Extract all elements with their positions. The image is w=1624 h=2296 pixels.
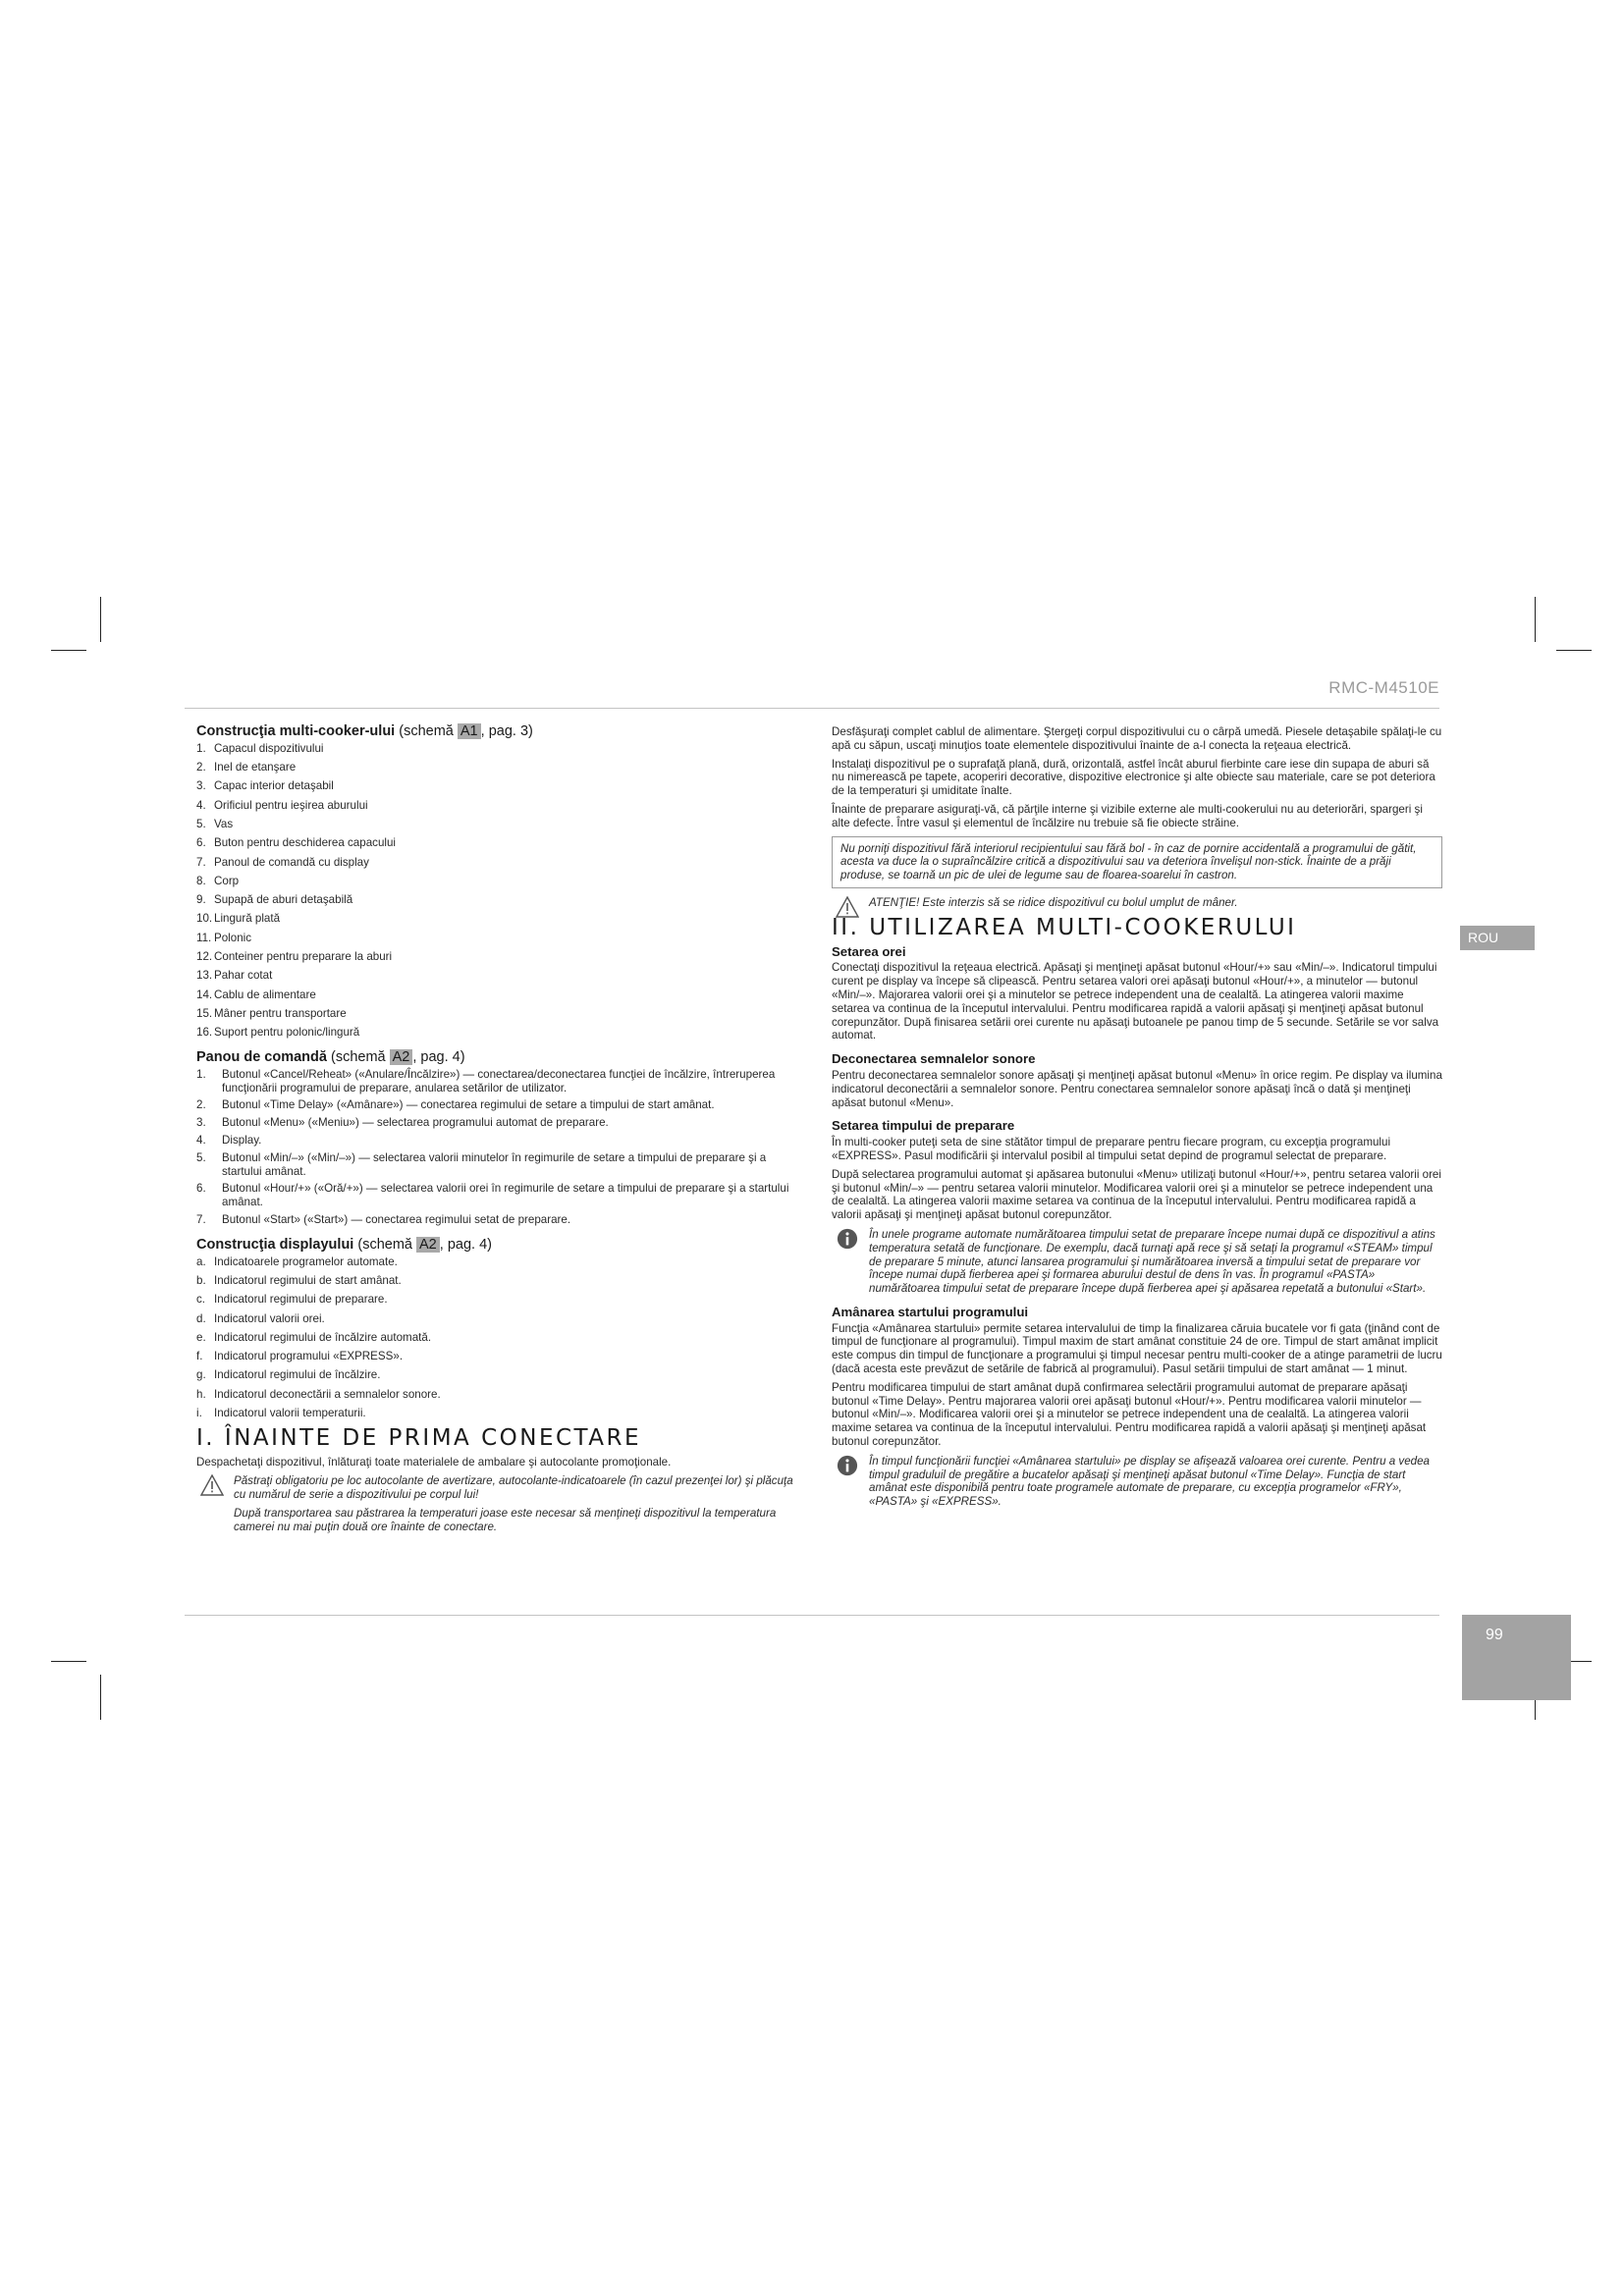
list-item: 16. Suport pentru polonic/lingură — [196, 1026, 360, 1040]
warning-note: Păstraţi obligatoriu pe loc autocolante de avertizare, autocolante-indicatoarele (în cazul prezenţei lor) şi plăcuţa cu numărul de serie a dispozitivului pe corpul lui! După transportarea sau păstrarea la temperaturi joase este necesar să menţineţi dispozitivul la temperatura camerei nu mai puţin două ore înainte de conectare. — [196, 1474, 807, 1533]
list-item: h. Indicatorul deconectării a semnalelor sonore. — [196, 1387, 441, 1401]
list-item: f. Indicatorul programului «EXPRESS». — [196, 1350, 404, 1363]
section-2-title: II. UTILIZAREA MULTI-COOKERULUI — [832, 914, 1297, 940]
list-item: g. Indicatorul regimului de încălzire. — [196, 1368, 381, 1382]
left-column — [196, 725, 807, 1544]
scheme-ref: A2 — [416, 1237, 440, 1253]
crop-mark — [1556, 650, 1592, 651]
intro-paragraph: Înainte de preparare asiguraţi-vă, că părţile interne şi vizibile externe ale multi-cookerului nu au deteriorări, spargeri şi alte defecte. Între vasul şi elementul de încălzire nu trebuie să fie obiecte străine. — [832, 802, 1423, 829]
warning-note: ATENŢIE! Este interzis să se ridice dispozitivul cu bolul umplut de mâner. — [832, 896, 1442, 910]
list-item: 7. Panoul de comandă cu display — [196, 855, 369, 869]
footer-divider — [185, 1615, 1439, 1616]
list-item: 7. Butonul «Start» («Start») — conectarea regimului setat de preparare. — [196, 1213, 571, 1227]
display-list — [196, 1255, 807, 1420]
list-item: 3. Capac interior detaşabil — [196, 779, 334, 793]
intro-paragraph: Instalaţi dispozitivul pe o suprafaţă plană, dură, orizontală, astfel încât aburul fierbinte care iese din supapa de aburi să nu nimerească pe tapete, acoperiri decorative, dispozitive electronice şi alte obiecte sau materiale, care se pot deteriora de la temperaturi şi umiditate înalte. — [832, 757, 1435, 798]
cooking-time-heading: Setarea timpului de preparare — [832, 1118, 1015, 1134]
info-note: În unele programe automate numărătoarea timpului setat de preparare începe numai după ce dispozitivul a atins temperatura setată de funcţionare. De exemplu, dacă turnaţi apă rece şi să setaţi la programul «STEAM» timpul de preparare 5 minute, atunci lansarea programului şi numărătoarea inversă a timpului setat de preparare vor începe numai după fierberea apei şi formarea aburului destul de dens în vas. În programul «PASTA» numărătoarea timpului setat de preparare începe după fierberea apei şi apăsarea repetată a butonului «Start». — [832, 1228, 1442, 1296]
list-item: 6. Butonul «Hour/+» («Oră/+») — selectarea valorii orei în regimurile de setare a timpului de preparare şi a startului amânat. — [196, 1182, 789, 1209]
list-item: a. Indicatoarele programelor automate. — [196, 1255, 398, 1268]
sound-text: Pentru deconectarea semnalelor sonore apăsaţi şi menţineţi apăsat butonul «Menu» în orice regim. Pe display va ilumina indicatorul deconectării a semnalelor sonore. Pentru conectarea semnalelor sonore apăsaţi încă o dată şi menţineţi apăsat butonul «Menu». — [832, 1068, 1442, 1109]
info-icon — [836, 1228, 859, 1250]
list-item: 13. Pahar cotat — [196, 969, 273, 983]
language-tab: ROU — [1460, 926, 1535, 950]
list-item: 3. Butonul «Menu» («Meniu») — selectarea programului automat de preparare. — [196, 1116, 609, 1130]
scheme-ref: A2 — [390, 1049, 413, 1065]
construction-heading: Construcţia multi-cooker-ului (schemă A1 , pag. 3) — [196, 723, 533, 739]
clock-heading: Setarea orei — [832, 943, 906, 959]
list-item: 5. Vas — [196, 817, 234, 830]
crop-mark — [51, 1661, 86, 1662]
crop-mark — [100, 1675, 101, 1720]
display-heading: Construcţia displayului (schemă A2 , pag. 4) — [196, 1236, 492, 1253]
list-item: 8. Corp — [196, 874, 240, 887]
list-item: 12. Conteiner pentru preparare la aburi — [196, 950, 393, 964]
list-item: 6. Buton pentru deschiderea capacului — [196, 836, 396, 850]
scheme-ref: A1 — [458, 723, 481, 739]
info-note: În timpul funcţionării funcţiei «Amânarea startului» pe display se afişează valoarea orei curente. Pentru a vedea timpul graduluil de pregătire a bucatelor apăsaţi şi menţineţi apăsat butonul «Time Delay». Funcţia de start amânat este disponibilă pentru toate programele automate de preparare, cu excepţia programelor «FRY», «PASTA» şi «EXPRESS». — [832, 1455, 1442, 1509]
delay-text: Funcţia «Amânarea startului» permite setarea intervalului de timp la finalizarea căruia bucatele vor fi gata (ţinând cont de timpul de funcţionare al programului). Timpul maxim de start amânat constituie 24 de ore. Timpul de start amânat implicit este compus din timpul de funcţionare a programului şi timpul necesar pentru multi-cooker de a atinge parametrii de lucru (dacă acesta este prevăzut de setările de fabrică al programului). Pasul setării timpului de start amânat — 1 minut. — [832, 1321, 1442, 1376]
intro-paragraph: Desfăşuraţi complet cablul de alimentare. Ştergeţi corpul dispozitivului cu o cârpă umedă. Piesele detaşabile spălaţi-le cu apă cu săpun, uscaţi minuţios toate elementele dispozitivului înainte de a-l conecta la reţeaua electrică. — [832, 725, 1442, 752]
header-divider — [185, 708, 1439, 709]
clock-text: Conectaţi dispozitivul la reţeaua electrică. Apăsaţi şi menţineţi apăsat butonul «Hour/+» sau «Min/–». Indicatorul timpului curent pe display va începe să clipească. Pentru setarea valori orei apăsaţi butonul «Hour/+», a minutelor — butonul «Min/–». Majorarea valorii orei şi a minutelor se petrece independent una de cealaltă. La atingerea valorii maxime setarea va continua de la începutul intervalului. Pentru modificarea rapidă a valorii apăsaţi şi menţineţi apăsat butonul corepunzător. După finisarea setării orei curente nu apăsaţi butoanele pe panou timp de 5 secunde. Setările se vor salva automat. — [832, 961, 1439, 1042]
list-item: 11. Polonic — [196, 931, 252, 944]
delay-text: Pentru modificarea timpului de start amânat după confirmarea selectării programului automat de preparare apăsaţi butonul «Time Delay». Pentru majorarea valorii orei apăsaţi butonul «Hour/+». Pentru modificarea valorii minutelor — butonul «Min/–». Modificarea valorii orei şi a minutelor se petrece independent una de cealaltă. La atingerea valorii maxime setarea va continua de la începutul intervalului. Pentru modificarea rapidă a valorii apăsaţi şi menţineţi apăsat butonul corepunzător. — [832, 1380, 1427, 1449]
panel-list — [196, 1068, 807, 1227]
list-item: 4. Orificiul pentru ieşirea aburului — [196, 798, 368, 812]
list-item: e. Indicatorul regimului de încălzire automată. — [196, 1330, 432, 1344]
list-item: 1. Butonul «Cancel/Reheat» («Anulare/Încălzire») — conectarea/deconectarea funcţiei de încălzire, întreruperea funcţionării programului de preparare, anularea setărilor de utilizator. — [196, 1067, 776, 1095]
sound-heading: Deconectarea semnalelor sonore — [832, 1051, 1036, 1067]
cooking-time-text: În multi-cooker puteţi seta de sine stătător timpul de preparare pentru fiecare program, cu excepţia programului «EXPRESS». Pasul modificării şi intervalul posibil al timpului setat depind de programul selectat de preparare. — [832, 1136, 1391, 1162]
page-number: 99 — [1486, 1627, 1503, 1643]
panel-heading: Panou de comandă (schemă A2 , pag. 4) — [196, 1049, 465, 1066]
info-icon — [836, 1455, 859, 1476]
list-item: 14. Cablu de alimentare — [196, 988, 316, 1001]
list-item: d. Indicatorul valorii orei. — [196, 1311, 325, 1325]
page-number-box — [1462, 1615, 1571, 1700]
model-number: RMC-M4510E — [1328, 678, 1439, 697]
notice-box: Nu porniţi dispozitivul fără interiorul recipientului sau fără bol - în caz de pornire accidentală a programului de gătit, acesta va duce la o supraîncălzire critică a dispozitivului sau va deteriora învelişul non-stick. Înainte de a prăji produse, se toarnă un pic de ulei de legume sau de floarea-soarelui în castron. — [832, 836, 1442, 888]
construction-list — [196, 742, 807, 1040]
list-item: b. Indicatorul regimului de start amânat. — [196, 1273, 402, 1287]
cooking-time-text: După selectarea programului automat şi apăsarea butonului «Menu» utilizaţi butonul «Hour/+», pentru setarea valorii orei şi butonul «Min/–» — pentru setarea valorii minutelor. Modificarea valorii orei şi a minutelor se petrece independent una de cealaltă. La atingerea valorii maxime setarea va continua de la începutul intervalului. Pentru modificarea rapidă a valorii apăsaţi şi menţineţi apăsat butonul corepunzător. — [832, 1167, 1441, 1222]
list-item: i. Indicatorul valorii temperaturii. — [196, 1406, 366, 1419]
warning-icon — [836, 896, 859, 918]
section-1-title: I. ÎNAINTE DE PRIMA CONECTARE — [196, 1424, 642, 1451]
list-item: 5. Butonul «Min/–» («Min/–») — selectarea valorii minutelor în regimurile de setare a timpului de preparare şi a startului amânat. — [196, 1150, 767, 1178]
list-item: 2. Inel de etanşare — [196, 761, 297, 774]
delay-heading: Amânarea startului programului — [832, 1304, 1029, 1319]
warning-icon — [200, 1474, 224, 1496]
list-item: 10. Lingură plată — [196, 912, 281, 926]
list-item: 4. Display. — [196, 1134, 262, 1148]
list-item: 15. Mâner pentru transportare — [196, 1006, 347, 1020]
list-item: c. Indicatorul regimului de preparare. — [196, 1293, 388, 1307]
list-item: 9. Supapă de aburi detaşabilă — [196, 893, 353, 907]
right-column — [832, 725, 1442, 1517]
list-item: 2. Butonul «Time Delay» («Amânare») — conectarea regimului de setare a timpului de start amânat. — [196, 1098, 715, 1112]
crop-mark — [100, 597, 101, 642]
unpack-text: Despachetaţi dispozitivul, înlăturaţi toate materialele de ambalare şi autocolante promoţionale. — [196, 1455, 672, 1468]
crop-mark — [1535, 597, 1536, 642]
list-item: 1. Capacul dispozitivului — [196, 741, 324, 755]
crop-mark — [51, 650, 86, 651]
